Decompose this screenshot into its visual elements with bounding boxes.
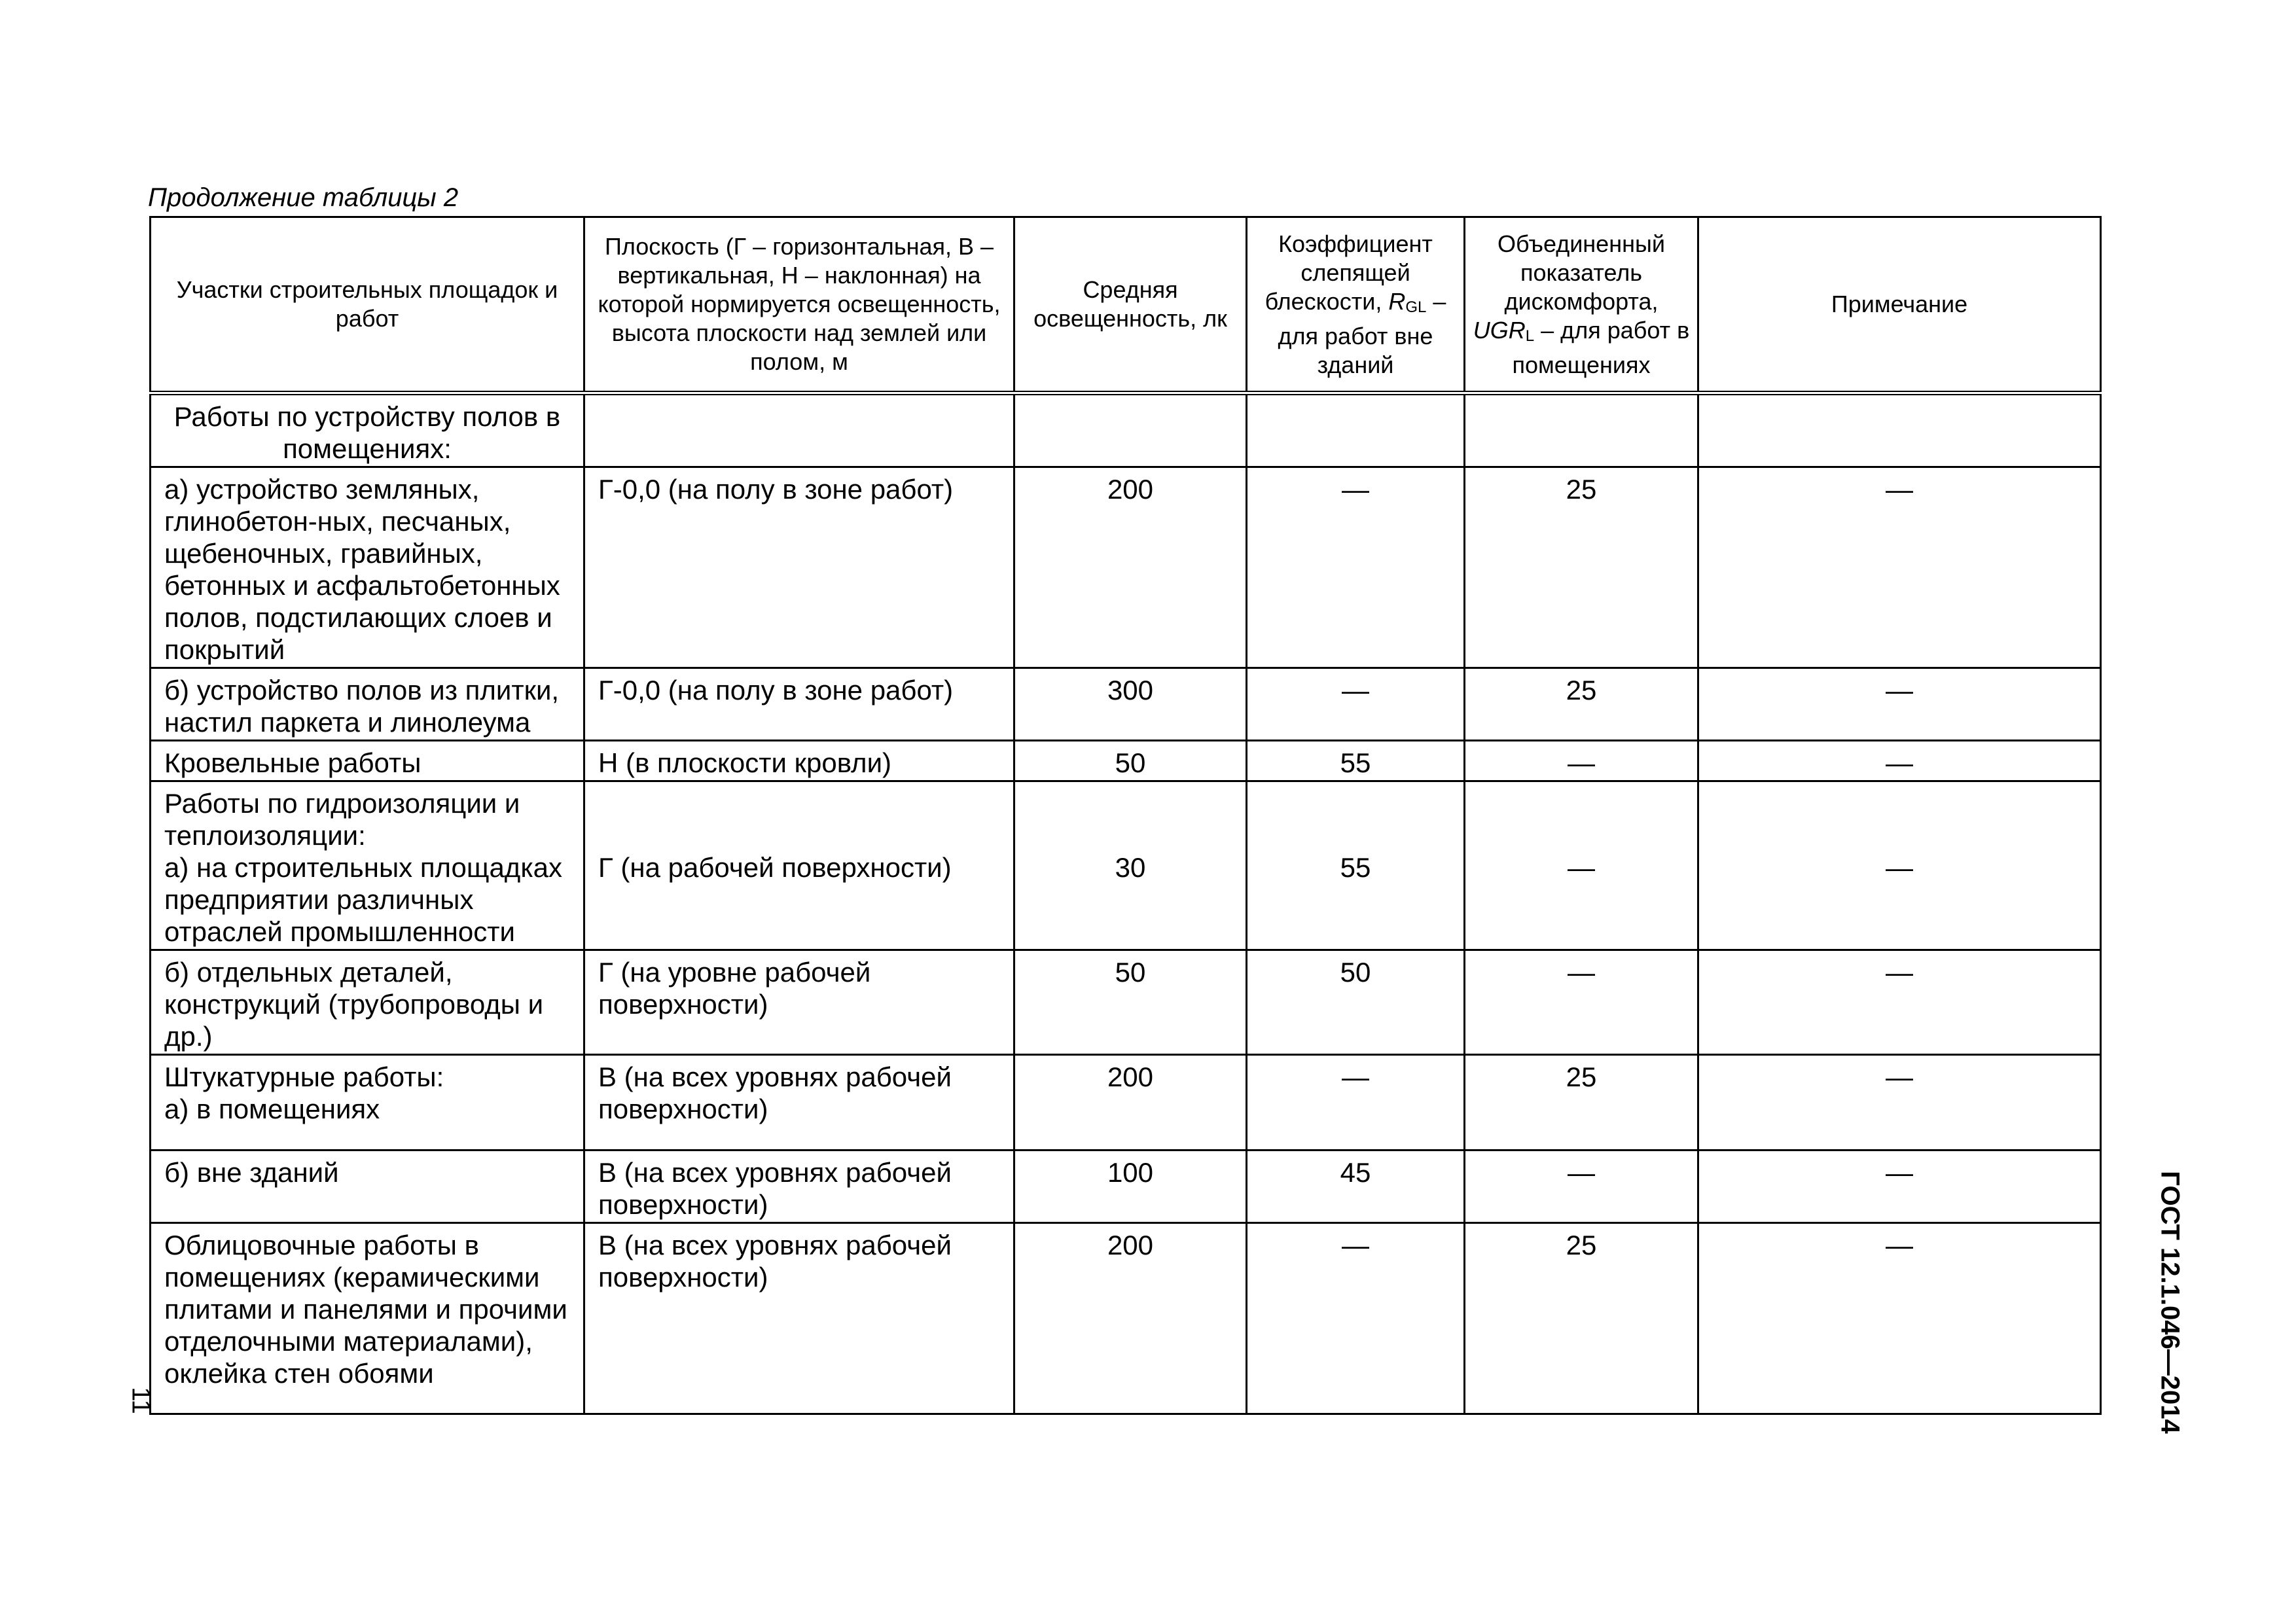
area-cell: б) вне зданий <box>151 1150 584 1223</box>
rgl-cell: — <box>1247 1223 1465 1414</box>
area-cell: а) устройство земляных, глинобетон-ных, песчаных, щебеночных, гравийных, бетонных и асфальтобетонных полов, подстилающих слоев и покрытий <box>151 467 584 668</box>
plane-cell: В (на всех уровнях рабочей поверхности) <box>584 1150 1014 1223</box>
lighting-norms-table <box>149 216 2102 1415</box>
note-cell: — <box>1698 668 2101 741</box>
area-cell: Работы по гидроизоляции и теплоизоляции: а) на строительных площадках предприятии различных отраслей промышленности <box>151 781 584 950</box>
rgl-cell: — <box>1247 668 1465 741</box>
lux-cell: 200 <box>1014 1055 1247 1150</box>
plane-cell: Г-0,0 (на полу в зоне работ) <box>584 467 1014 668</box>
rgl-cell: 45 <box>1247 1150 1465 1223</box>
rgl-cell: — <box>1247 467 1465 668</box>
header-illuminance: Средняя освещенность, лк <box>1014 217 1247 393</box>
table-row <box>151 393 2101 467</box>
lux-cell: 300 <box>1014 668 1247 741</box>
group-title-floors: Работы по устройству полов в помещениях: <box>151 393 584 467</box>
lux-cell: 50 <box>1014 950 1247 1055</box>
note-cell: — <box>1698 1055 2101 1150</box>
plane-cell: Н (в плоскости кровли) <box>584 741 1014 781</box>
rgl-cell: 50 <box>1247 950 1465 1055</box>
table-row <box>151 741 2101 781</box>
table-row <box>151 1223 2101 1414</box>
table-caption: Продолжение таблицы 2 <box>148 183 459 212</box>
rgl-cell: — <box>1247 1055 1465 1150</box>
note-cell: — <box>1698 781 2101 950</box>
table-row <box>151 668 2101 741</box>
area-cell: Кровельные работы <box>151 741 584 781</box>
header-areas: Участки строительных площадок и работ <box>151 217 584 393</box>
area-cell: б) устройство полов из плитки, настил паркета и линолеума <box>151 668 584 741</box>
header-ugr: Объединенный показатель дискомфорта, $UGR_L$ – для работ в помещениях <box>1465 217 1698 393</box>
rgl-cell: 55 <box>1247 781 1465 950</box>
plane-cell: В (на всех уровнях рабочей поверхности) <box>584 1055 1014 1150</box>
area-cell: б) отдельных деталей, конструкций (трубопроводы и др.) <box>151 950 584 1055</box>
lux-cell: 30 <box>1014 781 1247 950</box>
ugr-cell: — <box>1465 741 1698 781</box>
area-cell: Штукатурные работы: а) в помещениях <box>151 1055 584 1150</box>
plane-cell: Г-0,0 (на полу в зоне работ) <box>584 668 1014 741</box>
note-cell: — <box>1698 1150 2101 1223</box>
lux-cell: 200 <box>1014 467 1247 668</box>
group-title-hydro: Работы по гидроизоляции и теплоизоляции: <box>164 788 520 851</box>
lux-cell: 50 <box>1014 741 1247 781</box>
ugr-cell: 25 <box>1465 467 1698 668</box>
table-row <box>151 781 2101 950</box>
table-row <box>151 950 2101 1055</box>
ugr-cell: 25 <box>1465 1223 1698 1414</box>
plane-cell: В (на всех уровнях рабочей поверхности) <box>584 1223 1014 1414</box>
table-header-row <box>151 217 2101 393</box>
page-number: 11 <box>126 1387 156 1414</box>
header-plane: Плоскость (Г – горизонтальная, В – вертикальная, Н – наклонная) на которой нормируется освещенность, высота плоскости над землей или полом, м <box>584 217 1014 393</box>
lux-cell: 200 <box>1014 1223 1247 1414</box>
ugr-cell: — <box>1465 781 1698 950</box>
ugr-cell: — <box>1465 950 1698 1055</box>
header-note: Примечание <box>1698 217 2101 393</box>
header-glare-rgl: Коэффициент слепящей блескости, $R_{GL}$ – для работ вне зданий <box>1247 217 1465 393</box>
group-title-plaster: Штукатурные работы: <box>164 1061 444 1092</box>
lux-cell: 100 <box>1014 1150 1247 1223</box>
rgl-cell: 55 <box>1247 741 1465 781</box>
plane-cell: Г (на уровне рабочей поверхности) <box>584 950 1014 1055</box>
plane-cell: Г (на рабочей поверхности) <box>584 781 1014 950</box>
note-cell: — <box>1698 741 2101 781</box>
table-row <box>151 1055 2101 1150</box>
table-row <box>151 1150 2101 1223</box>
table-row <box>151 467 2101 668</box>
note-cell: — <box>1698 1223 2101 1414</box>
ugr-cell: — <box>1465 1150 1698 1223</box>
ugr-cell: 25 <box>1465 668 1698 741</box>
note-cell: — <box>1698 467 2101 668</box>
ugr-cell: 25 <box>1465 1055 1698 1150</box>
standard-designation: ГОСТ 12.1.046—2014 <box>2155 1171 2185 1434</box>
note-cell: — <box>1698 950 2101 1055</box>
area-cell: Облицовочные работы в помещениях (керамическими плитами и панелями и прочими отделочными материалами), оклейка стен обоями <box>151 1223 584 1414</box>
